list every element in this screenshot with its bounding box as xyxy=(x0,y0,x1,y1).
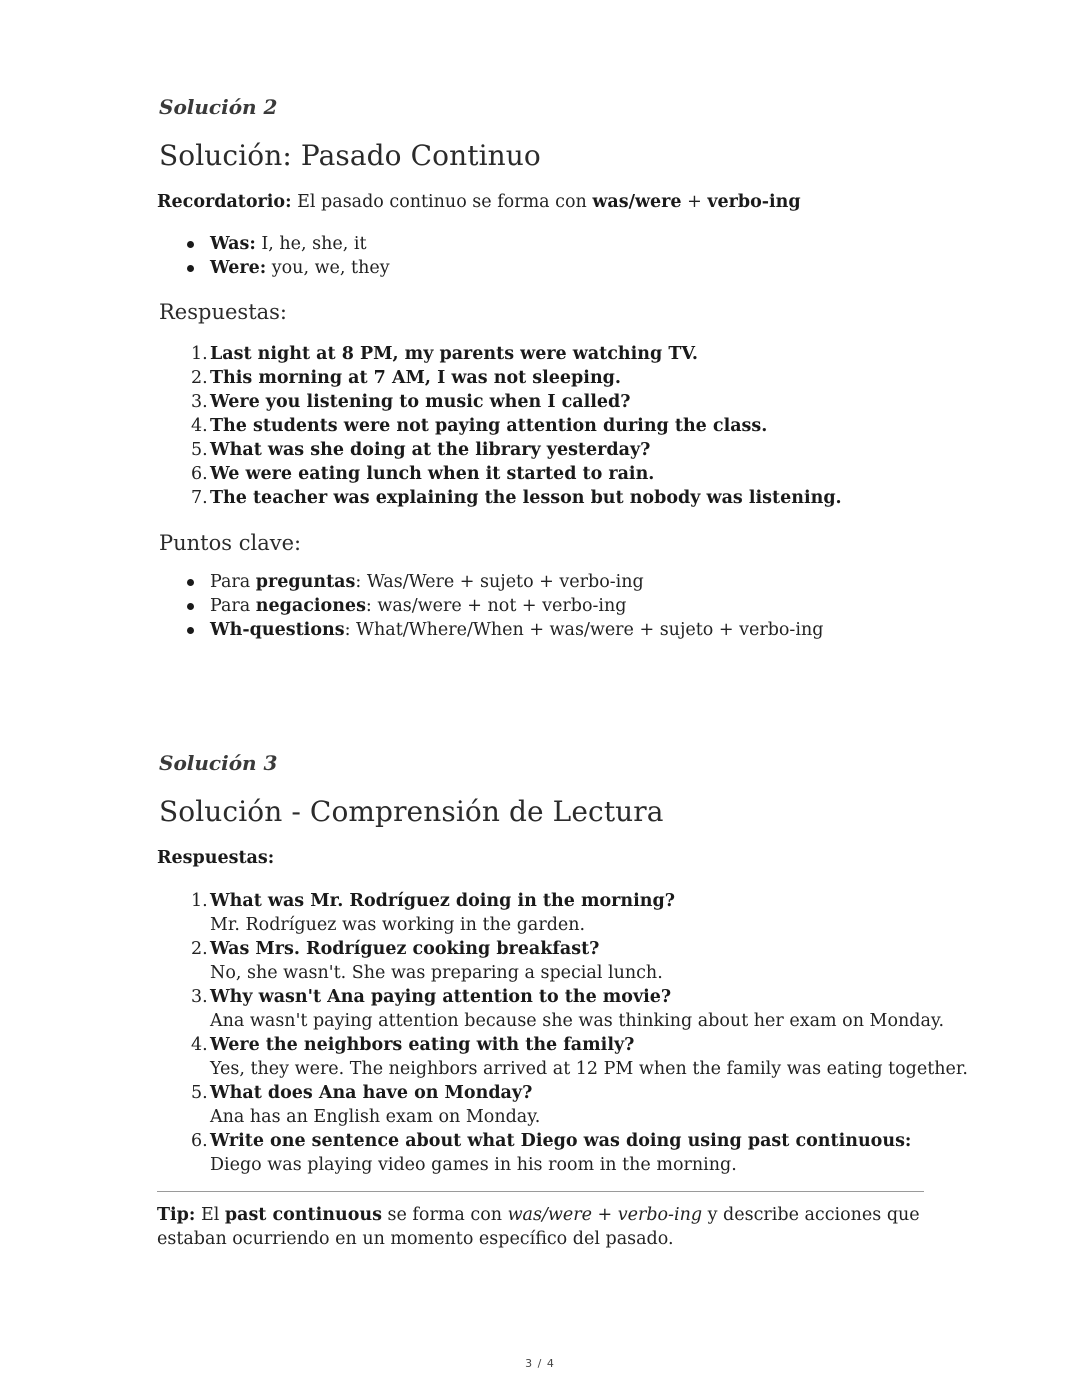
reminder-text: El pasado continuo se forma con xyxy=(291,192,593,212)
page-number: 3 / 4 xyxy=(525,1357,555,1370)
answer-text: Diego was playing video games in his room in the morning. xyxy=(210,1155,737,1175)
bullet-label: Was: xyxy=(210,234,256,254)
solution-3-title: Solución - Comprensión de Lectura xyxy=(159,795,664,828)
key-point-text: : What/Where/When + was/were + sujeto + verbo-ing xyxy=(344,620,824,640)
answers-heading-3-wrap xyxy=(157,846,274,870)
answer-text: Yes, they were. The neighbors arrived at 12 PM when the family was eating together. xyxy=(210,1059,968,1079)
key-point-text: : Was/Were + sujeto + verbo-ing xyxy=(355,572,644,592)
answers-list-2 xyxy=(157,342,842,510)
list-item: 5. What does Ana have on Monday? Ana has an English exam on Monday. xyxy=(157,1081,968,1129)
bullet-text: I, he, she, it xyxy=(255,234,367,254)
answer-text: Ana has an English exam on Monday. xyxy=(210,1107,541,1127)
tip-text: y describe acciones que estaban ocurriendo en un momento específico del pasado. xyxy=(157,1205,920,1249)
list-item: 4. The students were not paying attention during the class. xyxy=(191,416,768,436)
bullet-label: Were: xyxy=(210,258,267,278)
tip-label: Tip: xyxy=(157,1205,196,1225)
answer-text: This morning at 7 AM, I was not sleeping. xyxy=(210,368,621,388)
solution-3-label: Solución 3 xyxy=(159,751,278,775)
key-point-bold: Wh-questions xyxy=(210,620,345,640)
answer-text: What was she doing at the library yesterday? xyxy=(210,440,651,460)
tip-paragraph xyxy=(157,1203,927,1251)
answers-heading-3: Respuestas: xyxy=(157,848,275,868)
list-item: 1. What was Mr. Rodríguez doing in the morning? Mr. Rodríguez was working in the garden. xyxy=(157,889,968,937)
key-point-bold: negaciones xyxy=(255,596,366,616)
key-point-text: : was/were + not + verbo-ing xyxy=(365,596,627,616)
list-item: 3. Were you listening to music when I called? xyxy=(191,392,631,412)
answer-text: No, she wasn't. She was preparing a special lunch. xyxy=(210,963,663,983)
list-item: 6. Write one sentence about what Diego was doing using past continuous: Diego was playing video games in his room in the morning. xyxy=(157,1129,968,1177)
answer-text: Ana wasn't paying attention because she was thinking about her exam on Monday. xyxy=(210,1011,945,1031)
list-item: 6. We were eating lunch when it started to rain. xyxy=(191,464,655,484)
question-text: Why wasn't Ana paying attention to the movie? xyxy=(210,987,672,1007)
key-point-pre: Para xyxy=(210,596,256,616)
bullet-text: you, we, they xyxy=(266,258,390,278)
question-text: Write one sentence about what Diego was doing using past continuous: xyxy=(210,1131,912,1151)
question-text: Was Mrs. Rodríguez cooking breakfast? xyxy=(210,939,600,959)
answer-text: Mr. Rodríguez was working in the garden. xyxy=(210,915,586,935)
list-item xyxy=(157,232,390,256)
reminder-label: Recordatorio: xyxy=(157,192,292,212)
list-item xyxy=(157,618,823,642)
solution-2-label: Solución 2 xyxy=(159,95,278,119)
tip-italic: was/were + verbo-ing xyxy=(507,1205,703,1225)
list-item: 2. This morning at 7 AM, I was not sleeping. xyxy=(191,368,621,388)
reading-answers-list xyxy=(157,889,968,1177)
tip-text: se forma con xyxy=(381,1205,508,1225)
list-item xyxy=(157,594,823,618)
reminder-plus: + xyxy=(681,192,708,212)
reminder-paragraph xyxy=(157,190,801,214)
reminder-bold-was-were: was/were xyxy=(592,192,682,212)
tip-text: El xyxy=(195,1205,225,1225)
answers-heading-2: Respuestas: xyxy=(159,300,287,324)
list-item xyxy=(157,570,823,594)
was-were-bullets xyxy=(157,232,390,280)
answer-text: The teacher was explaining the lesson but nobody was listening. xyxy=(210,488,842,508)
question-text: Were the neighbors eating with the family? xyxy=(210,1035,635,1055)
reminder-bold-verb-ing: verbo-ing xyxy=(707,192,801,212)
list-item: 3. Why wasn't Ana paying attention to the movie? Ana wasn't paying attention because she was thinking about her exam on Monday. xyxy=(157,985,968,1033)
question-text: What does Ana have on Monday? xyxy=(210,1083,533,1103)
horizontal-divider xyxy=(157,1191,924,1192)
list-item: 1. Last night at 8 PM, my parents were watching TV. xyxy=(191,344,698,364)
key-points-list xyxy=(157,570,823,642)
tip-bold: past continuous xyxy=(224,1205,382,1225)
list-item xyxy=(157,256,390,280)
key-point-pre: Para xyxy=(210,572,256,592)
key-point-bold: preguntas xyxy=(255,572,356,592)
answer-text: We were eating lunch when it started to rain. xyxy=(210,464,655,484)
solution-2-title: Solución: Pasado Continuo xyxy=(159,139,541,172)
list-item: 5. What was she doing at the library yesterday? xyxy=(191,440,651,460)
key-points-heading: Puntos clave: xyxy=(159,531,302,555)
list-item: 4. Were the neighbors eating with the family? Yes, they were. The neighbors arrived at 12 PM when the family was eating together. xyxy=(191,1035,968,1079)
list-item: 2. Was Mrs. Rodríguez cooking breakfast? No, she wasn't. She was preparing a special lunch. xyxy=(157,937,968,985)
answer-text: Last night at 8 PM, my parents were watching TV. xyxy=(210,344,698,364)
list-item: 7. The teacher was explaining the lesson but nobody was listening. xyxy=(191,488,842,508)
answer-text: The students were not paying attention during the class. xyxy=(210,416,768,436)
answer-text: Were you listening to music when I called? xyxy=(210,392,631,412)
question-text: What was Mr. Rodríguez doing in the morning? xyxy=(210,891,675,911)
